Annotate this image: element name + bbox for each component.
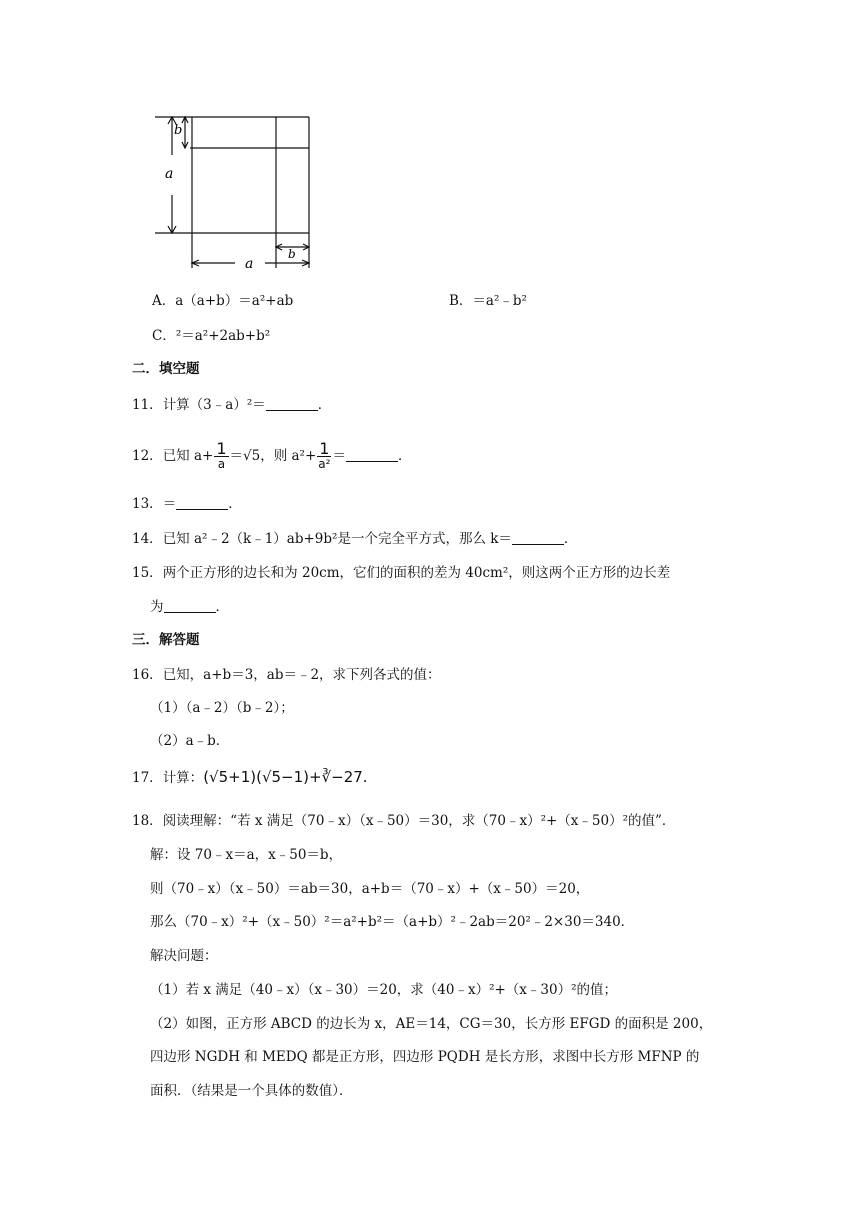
- q11-blank: [266, 398, 318, 411]
- question-14: [132, 529, 577, 549]
- q15-end: ．: [215, 599, 229, 615]
- q18-line9: 面积．（结果是一个具体的数值）．: [150, 1083, 353, 1099]
- q13-blank: [176, 497, 228, 510]
- option-b: [449, 291, 527, 311]
- q18-intro: 阅读理解：“若 x 满足（70﹣x）（x﹣50）＝30，求（70﹣x）²+（x﹣50）²的值”．: [162, 813, 676, 829]
- q13-number: 13．: [132, 496, 163, 512]
- option-c-text: ²＝a²+2ab+b²: [175, 328, 271, 344]
- q16-part1: （1）（a﹣2）（b﹣2）；: [150, 700, 294, 716]
- option-b-label: B．: [449, 293, 473, 309]
- q11-text: 计算（3﹣a）²＝: [162, 397, 266, 413]
- figure-label-b-top: b: [174, 123, 183, 138]
- q12-blank: [346, 449, 398, 462]
- option-c-label: C．: [152, 328, 176, 344]
- q16-number: 16．: [132, 667, 163, 683]
- option-b-text: ＝a²﹣b²: [472, 293, 527, 309]
- q16-part2: （2）a﹣b．: [150, 733, 230, 749]
- q13-text: ＝: [162, 496, 177, 512]
- q18-line3: 则（70﹣x）（x﹣50）＝ab＝30，a+b＝（70﹣x）+（x﹣50）＝20，: [150, 881, 590, 897]
- q18-line4: 那么（70﹣x）²+（x﹣50）²＝a²+b²＝（a+b）²﹣2ab＝20²﹣2×30＝340．: [150, 914, 635, 930]
- q12-fraction-1: [214, 439, 228, 471]
- q11-end: ．: [317, 397, 332, 413]
- q14-text: 已知 a²﹣2（k﹣1）ab+9b²是一个完全平方式，那么 k＝: [162, 531, 512, 547]
- figure-label-a-bottom: a: [245, 256, 254, 272]
- q12-frac1-den: a: [217, 457, 226, 471]
- question-17: [132, 767, 368, 788]
- q18-number: 18．: [132, 813, 163, 829]
- q11-number: 11．: [132, 397, 163, 413]
- q15-line2: 为: [150, 599, 164, 615]
- section-solve-title: 三．解答题: [132, 632, 200, 648]
- q13-end: ．: [228, 496, 242, 512]
- section-fill-blank-title: 二．填空题: [132, 361, 200, 377]
- q12-number: 12．: [132, 448, 163, 464]
- q18-line6: （1）若 x 满足（40﹣x）（x﹣30）＝20，求（40﹣x）²+（x﹣30）²的值；: [150, 982, 618, 998]
- q16-text: 已知，a+b＝3，ab＝﹣2，求下列各式的值：: [162, 667, 441, 683]
- q18-line5: 解决问题：: [150, 948, 218, 964]
- option-c: [152, 326, 270, 346]
- q12-post: ＝: [332, 448, 346, 464]
- q12-eq: ＝√5，则 a²+: [229, 448, 317, 464]
- q18-line8: 四边形 NGDH 和 MEDQ 都是正方形，四边形 PQDH 是长方形，求图中长方形 MFNP 的: [150, 1049, 700, 1065]
- question-12: [132, 438, 411, 474]
- figure-label-b-bottom: b: [288, 247, 296, 261]
- q17-text: 计算：: [162, 770, 204, 786]
- option-a-label: A．: [152, 293, 176, 309]
- q17-number: 17．: [132, 770, 163, 786]
- q14-blank: [512, 532, 564, 545]
- question-16: [132, 665, 441, 685]
- q17-expression: (√5+1)(√5−1)+∛−27.: [203, 768, 368, 786]
- square-diagram: [145, 110, 345, 280]
- figure-label-a-left: a: [165, 166, 174, 182]
- q15-blank: [164, 600, 216, 613]
- option-a: [152, 291, 293, 311]
- q12-frac1-num: 1: [216, 439, 227, 458]
- q14-number: 14．: [132, 531, 163, 547]
- q18-line1: [132, 811, 675, 831]
- question-15-line2: [150, 597, 229, 617]
- q12-end: ．: [397, 448, 412, 464]
- q15-line1: 两个正方形的边长和为 20cm，它们的面积的差为 40cm²，则这两个正方形的边长差: [162, 565, 671, 581]
- q15-number: 15．: [132, 565, 163, 581]
- q12-frac2-num: 1: [319, 439, 330, 458]
- option-a-text: a（a+b）＝a²+ab: [175, 293, 294, 309]
- question-13: [132, 494, 242, 514]
- q18-line7: （2）如图，正方形 ABCD 的边长为 x，AE＝14，CG＝30，长方形 EFGD 的面积是 200，: [150, 1016, 713, 1032]
- q12-frac2-den: a²: [318, 457, 331, 471]
- question-15: [132, 563, 670, 583]
- q18-line2: 解：设 70﹣x＝a，x﹣50＝b，: [150, 847, 343, 863]
- q12-pre: 已知 a+: [162, 448, 214, 464]
- q12-fraction-2: [317, 439, 331, 471]
- q14-end: ．: [563, 531, 578, 547]
- question-11: [132, 395, 331, 415]
